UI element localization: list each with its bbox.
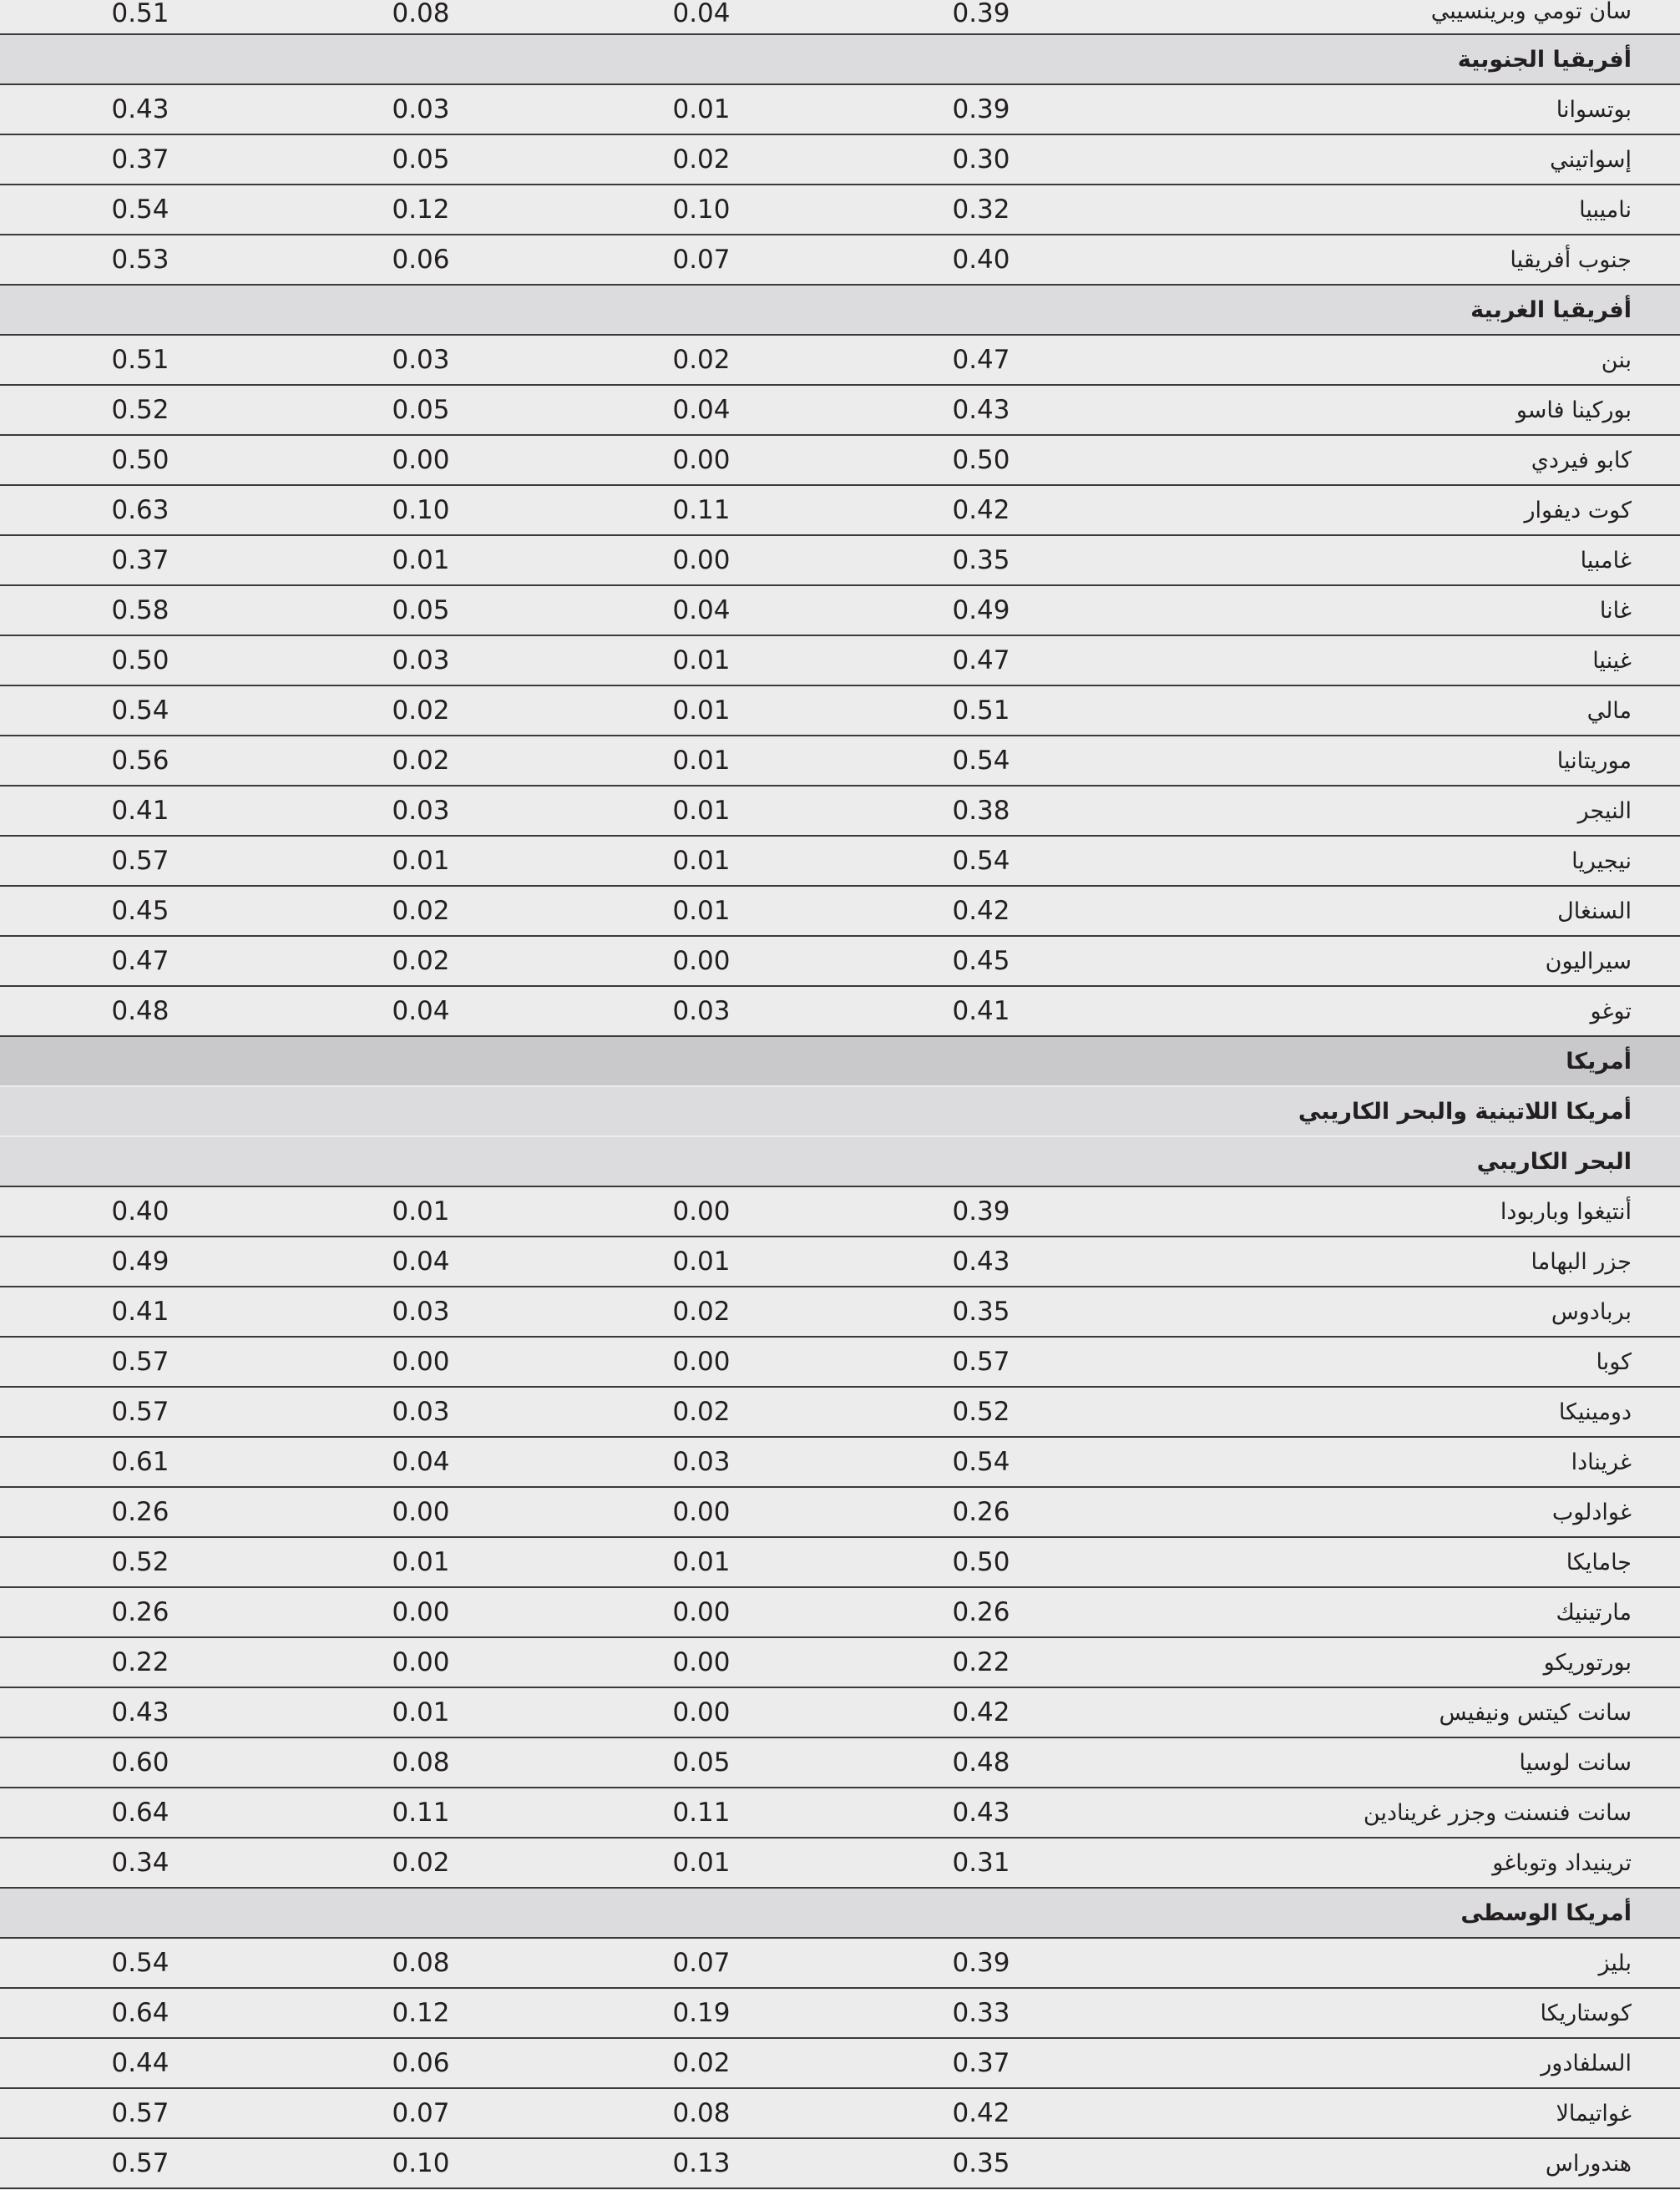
value-cell-2: 0.02 — [672, 1397, 731, 1427]
value-cell-2: 0.00 — [672, 1196, 731, 1227]
value-cell-2: 0.00 — [672, 445, 731, 475]
value-cell-1: 0.43 — [952, 395, 1010, 425]
value-cell-4: 0.56 — [111, 746, 170, 776]
value-cell-3: 0.05 — [392, 395, 450, 425]
value-cell-1: 0.35 — [952, 1297, 1010, 1327]
value-cell-1: 0.57 — [952, 1347, 1010, 1377]
table-row — [0, 1388, 1680, 1438]
value-cell-4: 0.54 — [111, 695, 170, 726]
value-cell-4: 0.51 — [111, 345, 170, 375]
value-cell-4: 0.26 — [111, 1597, 170, 1627]
table-row — [0, 636, 1680, 686]
value-cell-1: 0.39 — [952, 0, 1010, 28]
value-cell-1: 0.45 — [952, 946, 1010, 976]
value-cell-3: 0.08 — [392, 1747, 450, 1778]
country-name: النيجر — [1577, 797, 1632, 824]
table-row — [0, 536, 1680, 586]
group-heading: البحر الكاريبي — [1476, 1148, 1632, 1175]
value-cell-4: 0.57 — [111, 846, 170, 876]
value-cell-2: 0.01 — [672, 1848, 731, 1878]
value-cell-3: 0.07 — [392, 2098, 450, 2128]
country-name: بوركينا فاسو — [1516, 397, 1632, 423]
value-cell-1: 0.30 — [952, 144, 1010, 174]
value-cell-3: 0.00 — [392, 1497, 450, 1527]
value-cell-4: 0.64 — [111, 1998, 170, 2028]
value-cell-2: 0.05 — [672, 1747, 731, 1778]
country-name: سيراليون — [1545, 948, 1632, 974]
value-cell-1: 0.40 — [952, 245, 1010, 275]
value-cell-2: 0.19 — [672, 1998, 731, 2028]
value-cell-1: 0.26 — [952, 1597, 1010, 1627]
table-row — [0, 937, 1680, 987]
value-cell-3: 0.08 — [392, 1948, 450, 1978]
value-cell-4: 0.57 — [111, 1397, 170, 1427]
value-cell-3: 0.01 — [392, 1697, 450, 1727]
value-cell-2: 0.10 — [672, 195, 731, 225]
value-cell-1: 0.42 — [952, 2098, 1010, 2128]
country-name: بربادوس — [1551, 1298, 1632, 1325]
value-cell-2: 0.01 — [672, 695, 731, 726]
group-heading: أمريكا — [1566, 1048, 1632, 1075]
value-cell-2: 0.02 — [672, 144, 731, 174]
value-cell-2: 0.08 — [672, 2098, 731, 2128]
value-cell-2: 0.00 — [672, 1597, 731, 1627]
table-row — [0, 987, 1680, 1037]
value-cell-3: 0.02 — [392, 896, 450, 926]
table-row — [0, 736, 1680, 786]
value-cell-1: 0.22 — [952, 1647, 1010, 1677]
value-cell-4: 0.51 — [111, 0, 170, 28]
table-row — [0, 436, 1680, 486]
table-row — [0, 1588, 1680, 1638]
value-cell-3: 0.12 — [392, 195, 450, 225]
value-cell-3: 0.04 — [392, 1247, 450, 1277]
value-cell-3: 0.03 — [392, 94, 450, 124]
country-name: جامايكا — [1566, 1549, 1632, 1575]
country-name: مالي — [1586, 697, 1632, 724]
table-row — [0, 1488, 1680, 1538]
value-cell-3: 0.02 — [392, 695, 450, 726]
value-cell-3: 0.00 — [392, 1647, 450, 1677]
country-name: غواتيمالا — [1556, 2100, 1632, 2127]
value-cell-3: 0.04 — [392, 996, 450, 1026]
country-name: سانت كيتس ونيفيس — [1439, 1699, 1632, 1726]
table-row — [0, 1237, 1680, 1287]
value-cell-2: 0.03 — [672, 1447, 731, 1477]
value-cell-4: 0.40 — [111, 1196, 170, 1227]
group-heading: أمريكا الوسطى — [1460, 1899, 1632, 1926]
country-name: سانت فنسنت وجزر غرينادين — [1363, 1799, 1632, 1826]
value-cell-3: 0.02 — [392, 946, 450, 976]
subregion-heading-row — [0, 1889, 1680, 1939]
value-cell-3: 0.05 — [392, 595, 450, 625]
value-cell-2: 0.01 — [672, 896, 731, 926]
subregion-heading-row — [0, 286, 1680, 336]
country-name: السلفادور — [1541, 2050, 1632, 2076]
value-cell-2: 0.01 — [672, 846, 731, 876]
country-name: أنتيغوا وباربودا — [1500, 1198, 1632, 1225]
value-cell-2: 0.02 — [672, 345, 731, 375]
value-cell-2: 0.07 — [672, 1948, 731, 1978]
country-name: جزر البهاما — [1531, 1248, 1632, 1275]
value-cell-1: 0.54 — [952, 846, 1010, 876]
country-name: جنوب أفريقيا — [1510, 246, 1632, 273]
country-name: هندوراس — [1545, 2150, 1632, 2177]
table-row — [0, 185, 1680, 235]
value-cell-4: 0.57 — [111, 2148, 170, 2178]
value-cell-3: 0.01 — [392, 545, 450, 575]
value-cell-1: 0.51 — [952, 695, 1010, 726]
value-cell-3: 0.03 — [392, 345, 450, 375]
country-name: غينيا — [1592, 647, 1632, 674]
value-cell-4: 0.54 — [111, 195, 170, 225]
value-cell-3: 0.03 — [392, 796, 450, 826]
subregion-heading-row — [0, 35, 1680, 85]
table-row — [0, 336, 1680, 386]
value-cell-2: 0.01 — [672, 796, 731, 826]
value-cell-1: 0.48 — [952, 1747, 1010, 1778]
value-cell-1: 0.50 — [952, 1547, 1010, 1577]
subregion-heading-row — [0, 1087, 1680, 1137]
value-cell-4: 0.37 — [111, 545, 170, 575]
value-cell-1: 0.39 — [952, 94, 1010, 124]
value-cell-2: 0.02 — [672, 1297, 731, 1327]
value-cell-2: 0.04 — [672, 395, 731, 425]
country-name: غامبيا — [1580, 547, 1632, 574]
value-cell-1: 0.31 — [952, 1848, 1010, 1878]
value-cell-1: 0.43 — [952, 1247, 1010, 1277]
value-cell-3: 0.10 — [392, 2148, 450, 2178]
table-row — [0, 0, 1680, 35]
value-cell-3: 0.04 — [392, 1447, 450, 1477]
value-cell-1: 0.42 — [952, 1697, 1010, 1727]
value-cell-4: 0.43 — [111, 94, 170, 124]
country-name: السنغال — [1557, 898, 1632, 924]
value-cell-3: 0.06 — [392, 245, 450, 275]
country-name: بنن — [1601, 346, 1632, 373]
value-cell-1: 0.42 — [952, 896, 1010, 926]
group-heading: أفريقيا الجنوبية — [1457, 46, 1632, 73]
table-row — [0, 1538, 1680, 1588]
value-cell-3: 0.00 — [392, 445, 450, 475]
value-cell-1: 0.37 — [952, 2048, 1010, 2078]
table-row — [0, 1338, 1680, 1388]
value-cell-2: 0.00 — [672, 946, 731, 976]
table-row — [0, 1788, 1680, 1838]
value-cell-4: 0.22 — [111, 1647, 170, 1677]
country-name: ترينيداد وتوباغو — [1492, 1849, 1632, 1876]
value-cell-3: 0.01 — [392, 846, 450, 876]
value-cell-3: 0.01 — [392, 1547, 450, 1577]
table-row — [0, 1738, 1680, 1788]
value-cell-1: 0.47 — [952, 645, 1010, 675]
value-cell-3: 0.05 — [392, 144, 450, 174]
value-cell-1: 0.47 — [952, 345, 1010, 375]
value-cell-2: 0.04 — [672, 0, 731, 28]
country-name: مارتينيك — [1556, 1599, 1632, 1626]
value-cell-3: 0.08 — [392, 0, 450, 28]
table-row — [0, 837, 1680, 887]
value-cell-1: 0.26 — [952, 1497, 1010, 1527]
table-row — [0, 1287, 1680, 1338]
value-cell-3: 0.03 — [392, 1297, 450, 1327]
value-cell-2: 0.00 — [672, 1347, 731, 1377]
value-cell-4: 0.53 — [111, 245, 170, 275]
value-cell-4: 0.50 — [111, 645, 170, 675]
table-row — [0, 1187, 1680, 1237]
value-cell-2: 0.01 — [672, 94, 731, 124]
value-cell-1: 0.50 — [952, 445, 1010, 475]
table-row — [0, 235, 1680, 286]
value-cell-2: 0.02 — [672, 2048, 731, 2078]
value-cell-3: 0.02 — [392, 1848, 450, 1878]
country-name: كوستاريكا — [1540, 2000, 1632, 2026]
value-cell-3: 0.06 — [392, 2048, 450, 2078]
value-cell-4: 0.47 — [111, 946, 170, 976]
table-row — [0, 2039, 1680, 2089]
country-name: سانت لوسيا — [1519, 1749, 1632, 1776]
country-name: بورتوريكو — [1543, 1649, 1632, 1676]
value-cell-4: 0.61 — [111, 1447, 170, 1477]
value-cell-3: 0.03 — [392, 645, 450, 675]
table-row — [0, 486, 1680, 536]
value-cell-4: 0.34 — [111, 1848, 170, 1878]
value-cell-2: 0.03 — [672, 996, 731, 1026]
country-name: نيجيريا — [1571, 847, 1632, 874]
subregion-heading-row — [0, 1137, 1680, 1187]
value-cell-1: 0.49 — [952, 595, 1010, 625]
country-name: ناميبيا — [1579, 196, 1632, 223]
table-row — [0, 786, 1680, 837]
value-cell-2: 0.01 — [672, 746, 731, 776]
value-cell-1: 0.39 — [952, 1196, 1010, 1227]
value-cell-3: 0.00 — [392, 1347, 450, 1377]
value-cell-4: 0.45 — [111, 896, 170, 926]
table-row — [0, 887, 1680, 937]
value-cell-1: 0.42 — [952, 495, 1010, 525]
value-cell-4: 0.58 — [111, 595, 170, 625]
table-row — [0, 1438, 1680, 1488]
country-name: بليز — [1598, 1950, 1632, 1976]
value-cell-2: 0.00 — [672, 1497, 731, 1527]
value-cell-3: 0.02 — [392, 746, 450, 776]
value-cell-1: 0.54 — [952, 1447, 1010, 1477]
value-cell-4: 0.52 — [111, 1547, 170, 1577]
country-name: غوادلوب — [1551, 1499, 1632, 1525]
value-cell-3: 0.03 — [392, 1397, 450, 1427]
value-cell-4: 0.52 — [111, 395, 170, 425]
value-cell-1: 0.38 — [952, 796, 1010, 826]
country-name: إسواتيني — [1550, 146, 1632, 173]
value-cell-4: 0.26 — [111, 1497, 170, 1527]
group-heading: أمريكا اللاتينية والبحر الكاريبي — [1298, 1098, 1632, 1125]
value-cell-2: 0.01 — [672, 1547, 731, 1577]
region-heading-row — [0, 1037, 1680, 1087]
country-name: كوبا — [1596, 1348, 1632, 1375]
value-cell-4: 0.49 — [111, 1247, 170, 1277]
value-cell-4: 0.41 — [111, 796, 170, 826]
value-cell-2: 0.11 — [672, 495, 731, 525]
value-cell-3: 0.00 — [392, 1597, 450, 1627]
value-cell-3: 0.11 — [392, 1798, 450, 1828]
value-cell-1: 0.32 — [952, 195, 1010, 225]
value-cell-2: 0.01 — [672, 1247, 731, 1277]
country-name: دومينيكا — [1558, 1398, 1632, 1425]
country-name: بوتسوانا — [1556, 96, 1632, 123]
table-row — [0, 1838, 1680, 1889]
value-cell-1: 0.33 — [952, 1998, 1010, 2028]
country-name: غانا — [1599, 597, 1632, 624]
value-cell-1: 0.52 — [952, 1397, 1010, 1427]
value-cell-2: 0.13 — [672, 2148, 731, 2178]
country-name: توغو — [1590, 998, 1632, 1024]
value-cell-1: 0.35 — [952, 545, 1010, 575]
value-cell-4: 0.63 — [111, 495, 170, 525]
value-cell-4: 0.64 — [111, 1798, 170, 1828]
value-cell-4: 0.41 — [111, 1297, 170, 1327]
value-cell-1: 0.54 — [952, 746, 1010, 776]
table-row — [0, 2089, 1680, 2139]
table-row — [0, 2139, 1680, 2189]
country-name: كابو فيردي — [1531, 447, 1632, 473]
value-cell-1: 0.39 — [952, 1948, 1010, 1978]
table-row — [0, 586, 1680, 636]
value-cell-1: 0.41 — [952, 996, 1010, 1026]
group-heading: أفريقيا الغربية — [1470, 296, 1632, 323]
country-name: سان تومي وبرينسيبي — [1430, 0, 1632, 24]
value-cell-4: 0.37 — [111, 144, 170, 174]
country-name: موريتانيا — [1556, 747, 1632, 774]
table-row — [0, 386, 1680, 436]
value-cell-3: 0.10 — [392, 495, 450, 525]
value-cell-4: 0.54 — [111, 1948, 170, 1978]
value-cell-3: 0.12 — [392, 1998, 450, 2028]
value-cell-2: 0.07 — [672, 245, 731, 275]
table-row — [0, 135, 1680, 185]
value-cell-2: 0.04 — [672, 595, 731, 625]
table-row — [0, 85, 1680, 135]
value-cell-2: 0.00 — [672, 545, 731, 575]
table-row — [0, 1989, 1680, 2039]
value-cell-4: 0.57 — [111, 1347, 170, 1377]
value-cell-4: 0.57 — [111, 2098, 170, 2128]
table-row — [0, 1638, 1680, 1688]
value-cell-4: 0.48 — [111, 996, 170, 1026]
value-cell-2: 0.11 — [672, 1798, 731, 1828]
value-cell-3: 0.01 — [392, 1196, 450, 1227]
table-row — [0, 686, 1680, 736]
value-cell-1: 0.35 — [952, 2148, 1010, 2178]
table-row — [0, 1939, 1680, 1989]
value-cell-4: 0.60 — [111, 1747, 170, 1778]
value-cell-2: 0.01 — [672, 645, 731, 675]
value-cell-2: 0.00 — [672, 1647, 731, 1677]
value-cell-4: 0.50 — [111, 445, 170, 475]
value-cell-1: 0.43 — [952, 1798, 1010, 1828]
value-cell-4: 0.44 — [111, 2048, 170, 2078]
value-cell-2: 0.00 — [672, 1697, 731, 1727]
country-name: كوت ديفوار — [1524, 497, 1632, 523]
country-name: غرينادا — [1571, 1449, 1632, 1475]
value-cell-4: 0.43 — [111, 1697, 170, 1727]
table-row — [0, 1688, 1680, 1738]
